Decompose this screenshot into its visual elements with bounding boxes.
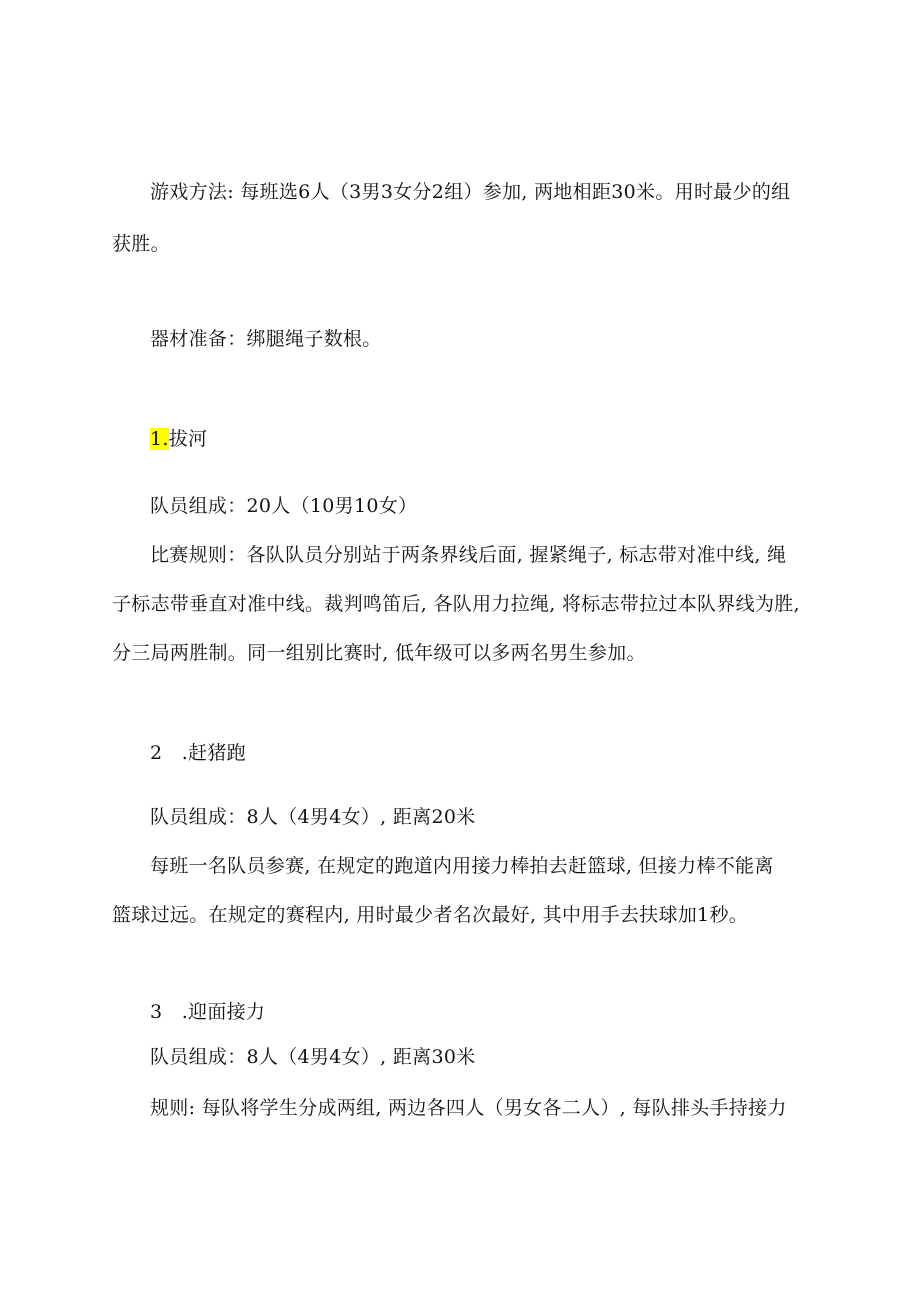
item2-desc-line-1: 每班一名队员参赛, 在规定的跑道内用接力棒拍去赶篮球, 但接力棒不能离 xyxy=(150,855,774,877)
game-method-line-1: 游戏方法: 每班选6人（3男3女分2组）参加, 两地相距30米。用时最少的组 xyxy=(150,181,791,203)
item1-rules-line-2: 子标志带垂直对准中线。裁判鸣笛后, 各队用力拉绳, 将标志带拉过本队界线为胜, xyxy=(112,593,800,615)
item1-rules-line-3: 分三局两胜制。同一组别比赛时, 低年级可以多两名男生参加。 xyxy=(112,642,646,664)
item2-heading: 2 .赶猪跑 xyxy=(150,742,246,764)
equipment-line: 器材准备：绑腿绳子数根。 xyxy=(150,328,382,350)
item1-rules-line-1: 比赛规则：各队队员分别站于两条界线后面, 握紧绳子, 标志带对准中线, 绳 xyxy=(150,544,787,566)
item1-heading xyxy=(150,427,207,451)
item3-rules-line-1: 规则: 每队将学生分成两组, 两边各四人（男女各二人）, 每队排头手持接力 xyxy=(150,1097,787,1119)
item3-heading: 3 .迎面接力 xyxy=(150,1001,266,1023)
item3-members: 队员组成：8人（4男4女）, 距离30米 xyxy=(150,1046,476,1068)
item2-members: 队员组成：8人（4男4女）, 距离20米 xyxy=(150,806,476,828)
item1-number-highlight: 1. xyxy=(150,428,169,450)
item1-title: 拔河 xyxy=(168,428,208,450)
item2-desc-line-2: 篮球过远。在规定的赛程内, 用时最少者名次最好, 其中用手去扶球加1秒。 xyxy=(112,904,749,926)
item1-members: 队员组成：20人（10男10女） xyxy=(150,495,418,517)
game-method-line-2: 获胜。 xyxy=(112,233,170,255)
